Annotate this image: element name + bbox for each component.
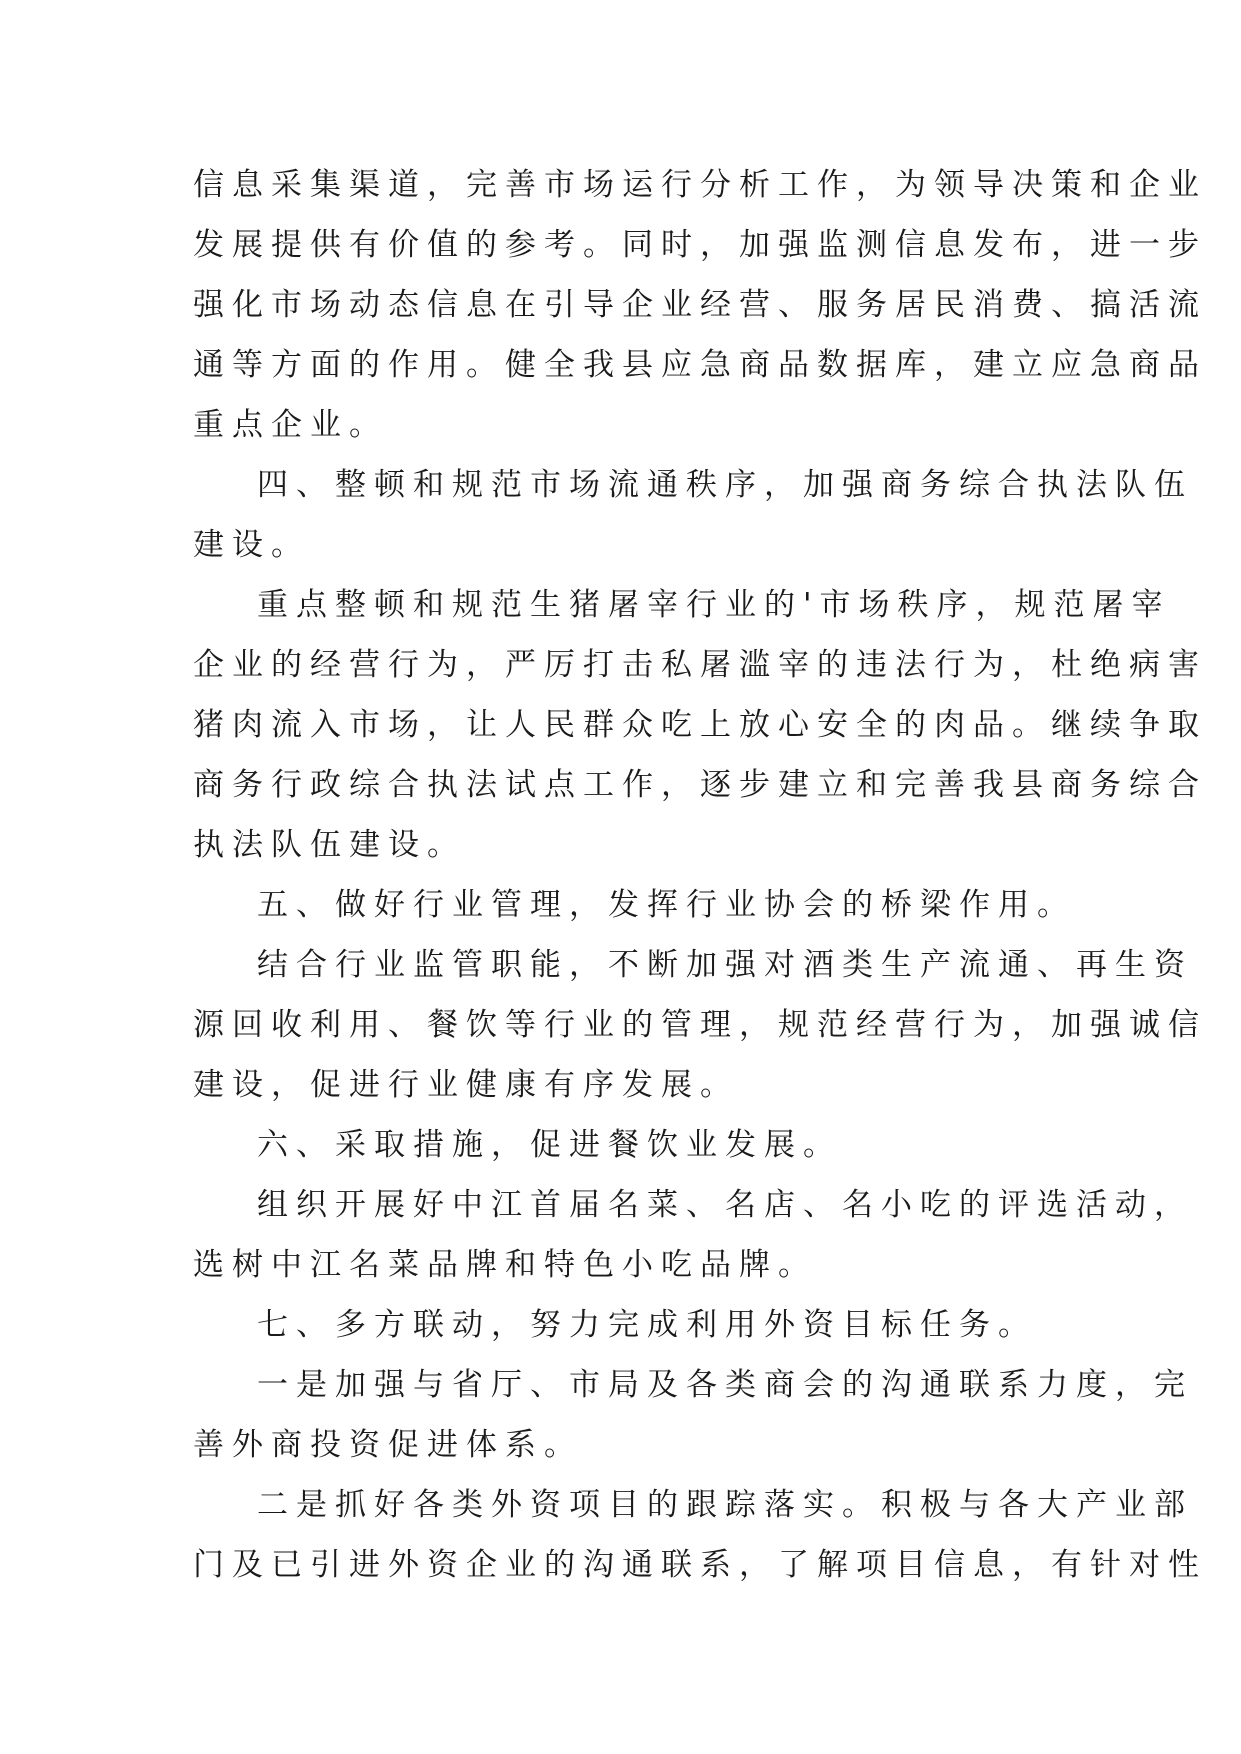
text-line: 善外商投资促进体系。	[193, 1427, 583, 1463]
text-line: 信息采集渠道，完善市场运行分析工作，为领导决策和企业	[193, 167, 1207, 203]
text-line: 建设，促进行业健康有序发展。	[193, 1067, 739, 1103]
text-line: 执法队伍建设。	[193, 827, 466, 863]
text-line: 五、做好行业管理，发挥行业协会的桥梁作用。	[257, 887, 1076, 923]
text-line: 四、整顿和规范市场流通秩序，加强商务综合执法队伍	[257, 467, 1193, 503]
text-line: 二是抓好各类外资项目的跟踪落实。积极与各大产业部	[257, 1487, 1193, 1523]
text-line: 商务行政综合执法试点工作，逐步建立和完善我县商务综合	[193, 767, 1207, 803]
text-line: 通等方面的作用。健全我县应急商品数据库，建立应急商品	[193, 347, 1207, 383]
text-line: 建设。	[193, 527, 310, 563]
text-line: 重点整顿和规范生猪屠宰行业的'市场秩序，规范屠宰	[257, 587, 1171, 623]
text-line: 发展提供有价值的参考。同时，加强监测信息发布，进一步	[193, 227, 1207, 263]
text-line: 猪肉流入市场，让人民群众吃上放心安全的肉品。继续争取	[193, 707, 1207, 743]
text-line: 一是加强与省厅、市局及各类商会的沟通联系力度，完	[257, 1367, 1193, 1403]
text-line: 六、采取措施，促进餐饮业发展。	[257, 1127, 842, 1163]
text-line: 强化市场动态信息在引导企业经营、服务居民消费、搞活流	[193, 287, 1207, 323]
text-line: 选树中江名菜品牌和特色小吃品牌。	[193, 1247, 817, 1283]
text-line: 结合行业监管职能，不断加强对酒类生产流通、再生资	[257, 947, 1193, 983]
text-line: 门及已引进外资企业的沟通联系，了解项目信息，有针对性	[193, 1547, 1207, 1583]
text-line: 重点企业。	[193, 407, 388, 443]
text-line: 企业的经营行为，严厉打击私屠滥宰的违法行为，杜绝病害	[193, 647, 1207, 683]
text-line: 源回收利用、餐饮等行业的管理，规范经营行为，加强诚信	[193, 1007, 1207, 1043]
text-line: 组织开展好中江首届名菜、名店、名小吃的评选活动，	[257, 1187, 1193, 1223]
body-text	[193, 155, 1207, 1595]
text-line: 七、多方联动，努力完成利用外资目标任务。	[257, 1307, 1037, 1343]
